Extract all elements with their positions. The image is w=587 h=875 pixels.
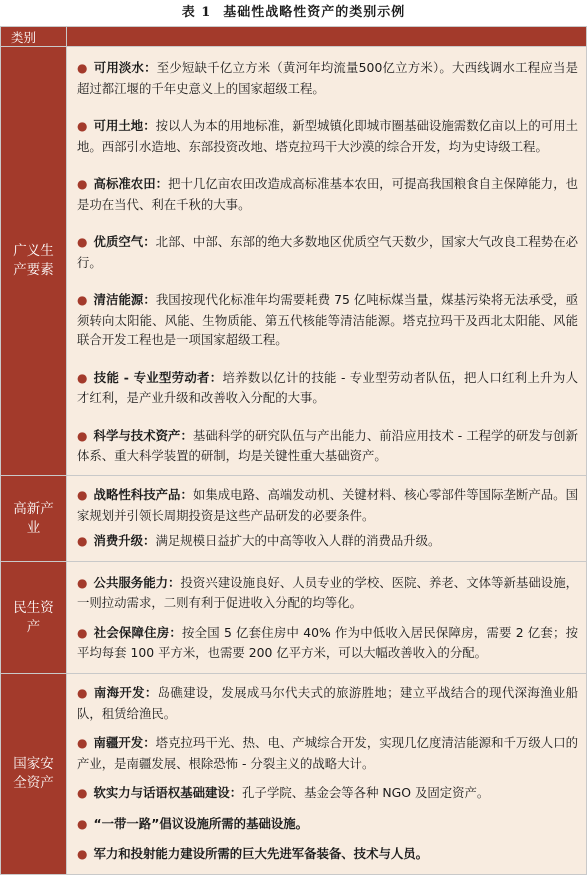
item-term: 软实力与话语权基础建设： [93, 785, 243, 801]
list-item [77, 573, 578, 613]
category-label: 国家安全资产 [1, 674, 67, 875]
category-row [1, 47, 587, 476]
bullet-icon: ● [77, 428, 88, 443]
list-item [77, 814, 578, 835]
list-item [77, 174, 578, 214]
item-text: 孔子学院、基金会等各种 NGO 及固定资产。 [242, 785, 490, 801]
item-term: 高标准农田： [93, 176, 169, 192]
item-text: 如集成电路、高端发动机、关键材料、核心零部件等国际垄断产品。国家规划并引领长周期投资是这些产品研发的必要条件。 [77, 487, 579, 523]
bullet-icon: ● [77, 847, 88, 862]
item-text: 北部、中部、东部的绝大多数地区优质空气天数少，国家大气改良工程势在必行。 [77, 234, 579, 270]
item-term: 科学与技术资产： [93, 427, 193, 443]
list-item [77, 683, 578, 723]
category-content [67, 476, 587, 562]
item-text: 岛礁建设，发展成马尔代夫式的旅游胜地；建立平战结合的现代深海渔业船队，租赁给渔民。 [77, 685, 579, 721]
item-term: 消费升级： [93, 533, 156, 549]
item-text: 我国按现代化标准年均需要耗费 75 亿吨标煤当量，煤基污染将无法承受，亟须转向太阳能、风能、生物质能、第五代核能等清洁能源。塔克拉玛干及西北太阳能、风能联合开发工程也是一项国家超级工程。 [77, 292, 578, 348]
bullet-icon: ● [77, 575, 88, 590]
table-number: 表 1 [181, 5, 212, 20]
item-term: “一带一路”倡议设施所需的基础设施。 [93, 815, 309, 831]
list-item [77, 623, 578, 663]
item-text: 培养数以亿计的技能 - 专业型劳动者队伍，把人口红利上升为人才红利，是产业升级和改善收入分配的大事。 [77, 369, 578, 406]
category-content [67, 562, 587, 674]
list-item [77, 531, 578, 552]
bullet-icon: ● [77, 736, 88, 751]
item-term: 南疆开发： [93, 735, 156, 751]
bullet-icon: ● [77, 786, 88, 801]
item-text: 按以人为本的用地标准，新型城镇化即城市圈基础设施需数亿亩以上的可用土地。西部引水造地、东部投资改地、塔克拉玛干大沙漠的综合开发，均为史诗级工程。 [77, 118, 579, 154]
list-item [77, 485, 578, 525]
list-item [77, 368, 578, 408]
list-item [77, 232, 578, 272]
list-item [77, 844, 578, 865]
bullet-icon: ● [77, 235, 88, 250]
item-text: 满足规模日益扩大的中高等收入人群的消费品升级。 [155, 533, 441, 549]
bullet-icon: ● [77, 625, 88, 640]
list-item [77, 733, 578, 773]
list-item [77, 116, 578, 156]
list-item [77, 58, 578, 98]
table-title-text: 基础性战略性资产的类别示例 [223, 5, 406, 20]
category-label: 高新产业 [1, 476, 67, 562]
list-item [77, 783, 578, 804]
bullet-icon: ● [77, 686, 88, 701]
bullet-icon: ● [77, 534, 88, 549]
item-term: 战略性科技产品： [93, 487, 193, 503]
item-text: 把十几亿亩农田改造成高标准基本农田，可提高我国粮食自主保障能力，也是功在当代、利在千秋的大事。 [77, 176, 579, 212]
category-row [1, 674, 587, 875]
bullet-icon: ● [77, 370, 88, 385]
item-term: 可用土地： [93, 118, 156, 134]
item-term: 清洁能源： [93, 292, 156, 308]
header-empty [67, 27, 587, 47]
item-text: 基础科学的研究队伍与产出能力、前沿应用技术 - 工程学的研发与创新体系、重大科学装置的研制，均是关键性重大基础资产。 [77, 427, 578, 464]
item-text: 投资兴建设施良好、人员专业的学校、医院、养老、文体等新基础设施，一则拉动需求，二则有利于促进收入分配的均等化。 [77, 574, 579, 610]
category-content [67, 47, 587, 476]
item-term: 南海开发： [93, 685, 158, 701]
item-term: 技能 - 专业型劳动者： [93, 369, 223, 385]
item-text: 按全国 5 亿套住房中 40% 作为中低收入居民保障房，需要 2 亿套；按平均每套 100 平方米，也需要 200 亿平方米，可以大幅改善收入的分配。 [77, 624, 578, 660]
list-item [77, 426, 578, 466]
category-label: 广义生产要素 [1, 47, 67, 476]
category-row [1, 476, 587, 562]
bullet-icon: ● [77, 816, 88, 831]
bullet-icon: ● [77, 61, 88, 76]
item-text: 塔克拉玛干光、热、电、产城综合开发，实现几亿度清洁能源和千万级人口的产业，是南疆发展、根除恐怖 - 分裂主义的战略大计。 [77, 735, 579, 771]
category-content [67, 674, 587, 875]
category-label: 民生资产 [1, 562, 67, 674]
category-row [1, 562, 587, 674]
asset-category-table [0, 26, 587, 875]
bullet-icon: ● [77, 177, 88, 192]
item-term: 公共服务能力： [93, 574, 181, 590]
table-header-row [1, 27, 587, 47]
bullet-icon: ● [77, 119, 88, 134]
item-term: 社会保障住房： [93, 624, 182, 640]
item-term: 军力和投射能力建设所需的巨大先进军备装备、技术与人员。 [93, 846, 429, 862]
item-term: 可用淡水： [93, 60, 157, 76]
item-term: 优质空气： [93, 234, 156, 250]
table-title [0, 0, 587, 26]
header-category: 类别 [1, 27, 67, 47]
list-item [77, 290, 578, 350]
item-text: 至少短缺千亿立方米（黄河年均流量500亿立方米）。大西线调水工程应当是超过都江堰的千年史意义上的国家超级工程。 [77, 60, 578, 96]
bullet-icon: ● [77, 293, 88, 308]
bullet-icon: ● [77, 488, 88, 503]
